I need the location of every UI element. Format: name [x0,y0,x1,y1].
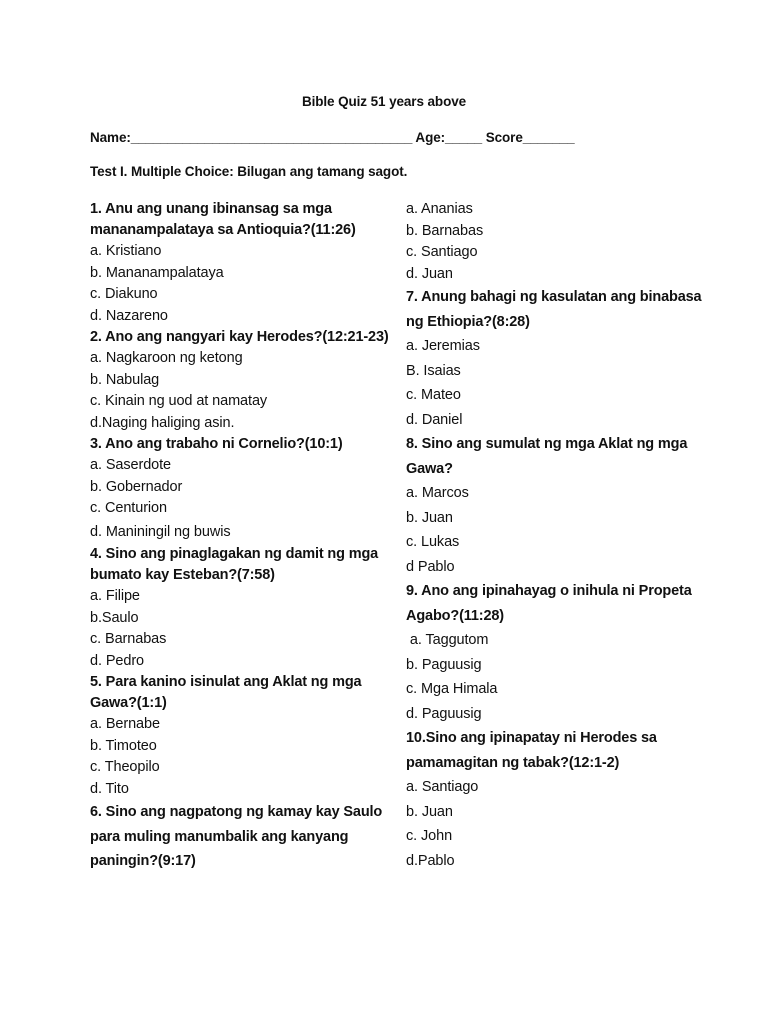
option-4b: b.Saulo [90,609,139,626]
option-3b: b. Gobernador [90,478,183,495]
option-7a: a. Jeremias [406,338,480,354]
question-5: 5. Para kanino isinulat ang Aklat ng mga Gawa?(1:1) [90,674,362,711]
option-7d: d. Daniel [406,411,463,428]
option-6b: b. Barnabas [406,222,484,239]
option-10b: b. Juan [406,803,453,820]
question-2: 2. Ano ang nangyari kay Herodes?(12:21-23) [90,329,389,345]
test-instructions: Test I. Multiple Choice: Bilugan ang tamang sagot. [90,164,408,179]
quiz-title: Bible Quiz 51 years above [301,94,467,109]
option-10a: a. Santiago [406,779,479,795]
question-8: 8. Sino ang sumulat ng mga Aklat ng mga Gawa? [406,436,688,477]
option-4d: d. Pedro [90,652,145,669]
question-10: 10.Sino ang ipinapatay ni Herodes sa pamamagitan ng tabak?(12:1-2) [406,730,657,771]
option-8c: c. Lukas [406,534,460,550]
option-7c: c. Mateo [406,387,461,403]
question-6: 6. Sino ang nagpatong ng kamay kay Saulo para muling manumbalik ang kanyang paningin?(9:17) [90,804,383,869]
option-9a: a. Taggutom [406,632,489,648]
option-8b: b. Juan [406,509,453,526]
right-column [406,199,706,873]
option-10d: d.Pablo [406,852,455,869]
option-8a: a. Marcos [406,485,469,501]
option-5c: c. Theopilo [90,759,160,775]
option-2b: b. Nabulag [90,371,160,388]
option-1b: b. Mananampalataya [90,264,224,281]
option-8d: d Pablo [406,558,455,575]
name-age-score-line: Name:______________________________________ Age:_____ Score_______ [90,130,575,145]
option-6c: c. Santiago [406,244,478,260]
option-3d: d. Maniningil ng buwis [90,523,231,540]
option-2d: d.Naging haliging asin. [90,414,235,431]
question-1: 1. Anu ang unang ibinansag sa mga mananampalataya sa Antioquia?(11:26) [90,201,356,238]
option-1c: c. Diakuno [90,286,158,302]
question-4: 4. Sino ang pinaglagakan ng damit ng mga bumato kay Esteban?(7:58) [90,546,379,583]
option-3c: c. Centurion [90,500,167,516]
option-5d: d. Tito [90,780,129,797]
question-9: 9. Ano ang ipinahayag o inihula ni Propeta Agabo?(11:28) [406,583,692,624]
option-5a: a. Bernabe [90,716,160,732]
option-2a: a. Nagkaroon ng ketong [90,350,243,366]
option-9d: d. Paguusig [406,705,482,722]
option-6d: d. Juan [406,265,453,282]
question-3: 3. Ano ang trabaho ni Cornelio?(10:1) [90,436,343,452]
left-column [90,199,390,874]
option-2c: c. Kinain ng uod at namatay [90,393,268,409]
option-4a: a. Filipe [90,588,140,604]
option-9c: c. Mga Himala [406,681,498,697]
question-7: 7. Anung bahagi ng kasulatan ang binabasa ng Ethiopia?(8:28) [406,289,702,330]
option-1d: d. Nazareno [90,307,168,324]
option-1a: a. Kristiano [90,243,162,259]
option-10c: c. John [406,828,453,844]
option-6a: a. Ananias [406,201,473,217]
option-7b: B. Isaias [406,362,461,379]
option-5b: b. Timoteo [90,737,157,754]
option-9b: b. Paguusig [406,656,482,673]
option-4c: c. Barnabas [90,631,167,647]
option-3a: a. Saserdote [90,457,172,473]
